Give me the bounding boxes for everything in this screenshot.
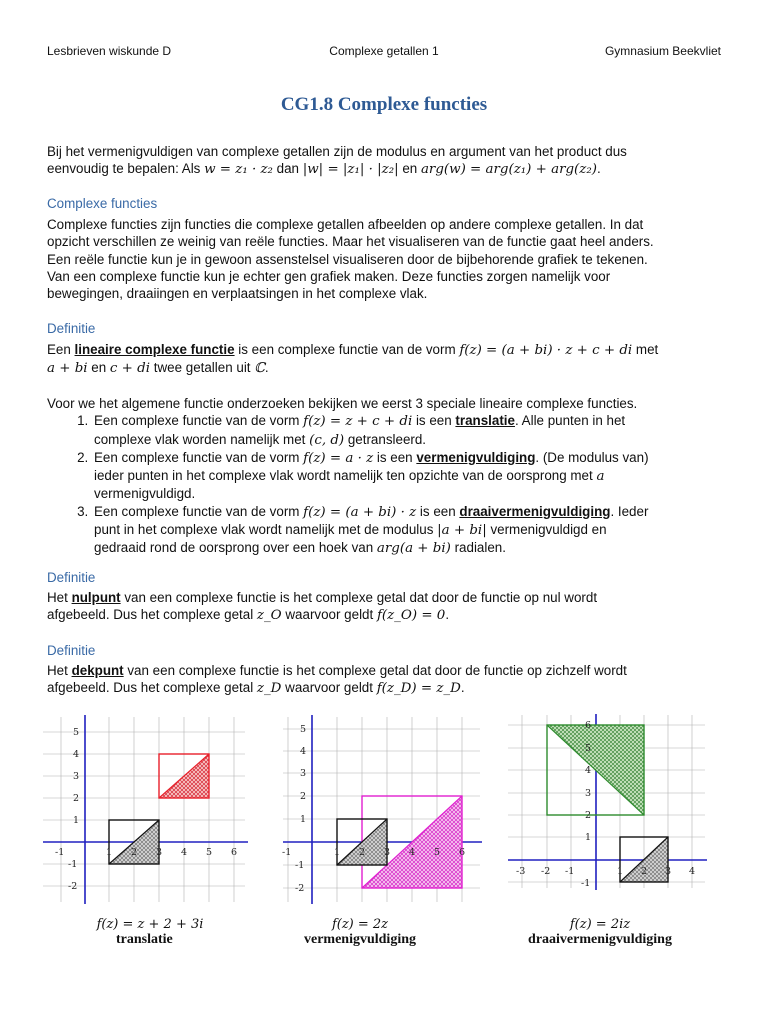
x-tick: 1: [617, 866, 624, 877]
list-item: 1. Een complexe functie van de vorm f(z) = z + c + di is een translatie. Alle punten in het complexe vlak worden namelijk met (c, d) getransleerd.: [92, 412, 723, 449]
x-tick: 2: [641, 866, 648, 877]
figure-vermenigvuldiging: [280, 712, 485, 907]
x-tick: 2: [359, 847, 366, 858]
y-tick: 1: [585, 832, 592, 843]
y-tick: -2: [295, 883, 305, 894]
special-functions-list: [47, 412, 723, 557]
y-tick: -1: [295, 860, 305, 871]
caption-name: vermenigvuldiging: [303, 932, 416, 947]
x-tick: 4: [181, 847, 188, 858]
y-tick: 4: [300, 746, 307, 757]
y-tick: 2: [73, 793, 80, 804]
term-dekpunt: dekpunt: [71, 663, 124, 678]
term-lineaire-complexe-functie: lineaire complexe functie: [74, 342, 235, 357]
caption-formula: f(z) = 2z: [331, 917, 389, 932]
y-tick: 5: [73, 727, 80, 738]
term-nulpunt: nulpunt: [71, 590, 121, 605]
y-tick: 1: [73, 815, 80, 826]
x-tick: -3: [516, 866, 526, 877]
section-line: Van een complexe functie kun je echter gen grafiek maken. Deze functies zorgen namelijk voor: [47, 268, 611, 284]
intro-line-1: Bij het vermenigvuldigen van complexe getallen zijn de modulus en argument van het product dus: [47, 144, 627, 159]
y-tick: 6: [585, 720, 592, 731]
page-title: CG1.8 Complexe functies: [280, 94, 488, 115]
x-tick: 4: [689, 866, 696, 877]
y-tick: -2: [68, 881, 78, 892]
x-tick: 3: [665, 866, 672, 877]
definition-heading: Definitie: [47, 643, 96, 658]
y-tick: 2: [300, 791, 307, 802]
x-tick: 5: [434, 847, 441, 858]
section-paragraph: [47, 216, 723, 302]
x-tick: 4: [409, 847, 416, 858]
caption-translatie: [70, 917, 230, 948]
definition-heading: Definitie: [47, 570, 96, 585]
section-line: bewegingen, draaiingen en verplaatsingen in het complexe vlak.: [47, 286, 428, 302]
x-tick: 2: [131, 847, 138, 858]
list-intro: Voor we het algemene functie onderzoeken bekijken we eerst 3 speciale lineaire complexe functies.: [47, 396, 638, 411]
x-tick: -1: [565, 866, 575, 877]
x-tick: -1: [55, 847, 65, 858]
list-item: 2. Een complexe functie van de vorm f(z) = a · z is een vermenigvuldiging. (De modulus van) ieder punten in het complexe vlak wordt namelijk ten opzichte van de oorsprong met a vermenigvuldigd.: [92, 449, 723, 503]
caption-formula: f(z) = 2iz: [569, 917, 631, 932]
caption-formula: f(z) = z + 2 + 3i: [96, 917, 204, 932]
caption-name: translatie: [116, 932, 173, 947]
definition-lineaire: Een lineaire complexe functie is een complexe functie van de vorm f(z) = (a + bi) · z + c + di met a + bi en c + di twee getallen uit ℂ.: [47, 342, 659, 377]
y-tick: 3: [300, 768, 307, 779]
intro-paragraph: [47, 143, 723, 179]
y-tick: 4: [73, 749, 80, 760]
definition-heading: Definitie: [47, 321, 96, 336]
figure-translatie: [40, 712, 250, 907]
x-tick: 1: [106, 847, 113, 858]
y-tick: -1: [68, 859, 78, 870]
section-line: Een reële functie kun je in gewoon assenstelsel visualiseren door de bijbehorende grafiek te tekenen.: [47, 251, 648, 267]
y-tick: 3: [585, 788, 592, 799]
caption-draaivermenigvuldiging: [505, 917, 695, 948]
caption-vermenigvuldiging: [280, 917, 440, 948]
special-functions: [47, 395, 723, 558]
x-tick: 5: [206, 847, 213, 858]
list-item: 3. Een complexe functie van de vorm f(z) = (a + bi) · z is een draaivermenigvuldiging. Ieder punt in het complexe vlak wordt namelijk met de modulus |a + bi| vermenigvuldigd en gedraaid rond de oorsprong over een hoek van arg(a + bi) radialen.: [92, 503, 723, 558]
y-tick: 4: [585, 765, 592, 776]
y-tick: 5: [300, 724, 307, 735]
caption-name: draaivermenigvuldiging: [528, 932, 672, 947]
y-tick: 5: [585, 743, 592, 754]
y-tick: 3: [73, 771, 80, 782]
x-tick: 3: [384, 847, 391, 858]
definition-dekpunt: Het dekpunt van een complexe functie is het complexe getal dat door de functie op zichzelf wordt afgebeeld. Dus het complexe getal z_D waarvoor geldt f(z_D) = z_D.: [47, 663, 627, 697]
x-tick: -1: [282, 847, 292, 858]
intro-line-2: eenvoudig te bepalen: Als w = z₁ · z₂ dan |w| = |z₁| · |z₂| en arg(w) = arg(z₁) + arg(z₂).: [47, 161, 601, 178]
x-tick: -2: [541, 866, 551, 877]
x-tick: 3: [156, 847, 163, 858]
header-right: Gymnasium Beekvliet: [604, 44, 721, 58]
figure-draaivermenigvuldiging: [505, 712, 710, 892]
x-tick: 1: [334, 847, 341, 858]
section-line: Complexe functies zijn functies die complexe getallen afbeelden op andere complexe getallen. In dat: [47, 217, 644, 232]
x-tick: 6: [231, 847, 238, 858]
y-tick: 1: [300, 814, 307, 825]
header-left: Lesbrieven wiskunde D: [47, 44, 172, 58]
section-heading: Complexe functies: [47, 196, 158, 211]
y-tick: -1: [581, 878, 591, 889]
definition-nulpunt: Het nulpunt van een complexe functie is het complexe getal dat door de functie op nul wordt afgebeeld. Dus het complexe getal z_O waarvoor geldt f(z_O) = 0.: [47, 590, 598, 624]
header-center: Complexe getallen 1: [329, 44, 439, 58]
x-tick: 6: [459, 847, 466, 858]
y-tick: 2: [585, 810, 592, 821]
section-line: opzicht verschillen ze weinig van reële functies. Maar het visualiseren van de functie gaat heel anders.: [47, 234, 654, 250]
